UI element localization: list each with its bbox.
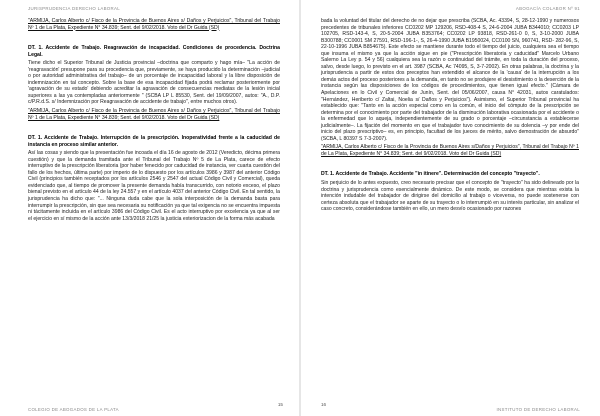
- left-running-head: JURISPRUDENCIA DERECHO LABORAL: [28, 6, 120, 11]
- body-paragraph: Así las cosas y siendo que la presentación fue incoada el día 16 de agosto de 2012 (Veredicto, décima primera cuestión) y que la demanda tramitada ante el Tribunal del Trabajo Nº 5 de La Plata, carece de efecto interruptivo de la prescripción liberatoria (por haber fenecido por caducidad de instancia, ver cuarta cuestión del fallo de los hechos, última parte) por imperio de lo dispuesto por los artículos 3986 y 3987 del anterior Código Civil (principios también receptados por los artículos 2546 y 2547 del actual Código Civil y Comercial), queda evidenciado que, al tiempo de promover la presente demanda había transcurrido, con notorio exceso, el plazo bienal previsto en el artículo 44 de la ley 24.557 y en el artículo 4037 del anterior Código Civil. En tal sentido, la jurisprudencia ha dicho que: "... Ninguna duda cabe que la sola interposición de la demanda basta para interrumpir la prescripción, sin que sea necesaria su notificación ya que tal exigencia no se encuentra impuesta ni tácitamente incluida en el artículo 3986 del Código Civil. Es el acto interruptivo por excelencia ya que al ser el ejercicio en sí mismo de la acción ante 13/3/2018 21/25 la justicia exteriorizacion de la forma más acabada: [28, 150, 281, 222]
- left-page-number: 15: [277, 402, 283, 407]
- right-running-foot: INSTITUTO DE DERECHO LABORAL: [496, 407, 580, 412]
- left-page: [0, 0, 299, 416]
- case-citation-link[interactable]: "ARMIJA, Carlos Alberto c/ Fisco de la Provincia de Buenos Aires s/ Daños y Perjuicios", Tribunal del Trabajo Nº 1 de La Plata, Expediente N° 34.839; Sent. del 9/02/2018. Voto del Dr Guida (SD): [28, 108, 280, 121]
- paragraph-spacer: [28, 33, 280, 43]
- paragraph-spacer: [28, 123, 280, 133]
- section-heading: DT. 1. Accidente de Trabajo. Accidente "in itinere". Determinación del concepto "trayecto".: [321, 171, 540, 178]
- left-text-column: [28, 18, 280, 224]
- right-running-head: ABOGACÍA COLABOR Nº 91: [515, 6, 580, 11]
- right-page-number: 16: [321, 402, 327, 407]
- left-running-foot: COLEGIO DE ABOGADOS DE LA PLATA: [28, 407, 119, 412]
- case-citation-link[interactable]: "ARMIJA, Carlos Alberto c/ Fisco de la Provincia de Buenos Aires s/Daños y Perjuicios", Tribunal del Trabajo Nº 1 de La Plata, Expediente N° 34.839; Sent. del 9/02/2018. Voto del Dr Guida (SD): [321, 144, 579, 157]
- case-citation-link[interactable]: "ARMIJA, Carlos Alberto c/ Fisco de la Provincia de Buenos Aires s/ Daños y Perjuicios", Tribunal del Trabajo Nº 1 de La Plata, Expediente N° 34.839; Sent. del 9/02/2018. Voto del Dr Guida (SD): [28, 18, 280, 31]
- section-heading: DT. 1. Accidente de Trabajo. Interrupción de la prescripción. Inoperatividad frente a la caducidad de instancia en proceso similar anterior.: [28, 135, 280, 148]
- body-paragraph: Tiene dicho el Superior Tribunal de Justicia provincial –doctrina que comparto y hago mía– "La acción de 'reagravación' presupone para su procedencia que, previamente, se haya producido la determinación –judicial o por autoridad administrativa del trabajo– de un porcentaje de incapacidad laboral y la libre disposición de indemnización en tal concepto. Sobre la base de esa incapacidad fijada podrá reclamar posteriormente por 'agravación de su estado' debiendo acreditar la agravación de consecuencias mediatas de la lesión inicial superiores a las ya contempladas anteriormente " (SCBA LP L 85530, Sent. del 19/09/2007, autos: "A., D.P. c/P.R.d.S. s/ Indemnización por Reagravación de accidente de trabajo", entre muchos otros).: [28, 60, 280, 106]
- right-page: [301, 0, 600, 416]
- section-heading: DT. 1. Accidente de Trabajo. Reagravación de incapacidad. Condiciones de procedencia. Doctrina Legal.: [28, 45, 280, 58]
- body-paragraph: Sin perjuicio de lo antes expuesto, creo necesario precisar que el concepto de "trayecto" ha sido delineado por la doctrina y jurisprudencia como esencialmente dinámico. De este modo, se considera que mientras exista la intención indudable del trabajador de dirigirse del domicilio al trabajo o viceversa, no puede sostenerse con certeza absoluta que el trabajador se aparte de su trayecto o lo interrumpió en su interés particular, sin analizar el caso concreto, considerándose también en ello, un mero desvío ocasionado por razones: [321, 180, 579, 213]
- right-text-column: [321, 18, 579, 215]
- body-paragraph: bada la voluntad del titular del derecho de no dejar que prescriba (SCBA, Ac. 43394, S, 28-12-1990 y numerosos precedentes de tribunales inferiores CC0202 MP 129206, RSD-408-4 S, 24-6-2004 JUBA B344010; CC0203 LP 102705, RSD-143-4, S, 20-5-2004 JUBA B353764; CC0202 LP 93818, RSD-261-0 0, S, 3-10-2000 JUBA B300788; CC0001 SM 27591, RSD-196-1-, S, 26-4-1990 JUBA B1950024, CC0100 SN, 960741, RSD- 282-96, S, 22-10-1996 JUBA B854675). Este efecto se mantiene durante todo el tiempo del juicio, cualquiera sea el tiempo que insuma el mismo ya que la acción sigue en pie ("Prescripción liberatoria y caducidad" Marcelo Urbano Salerno La Ley p. 54 y 56) cualquiera sea la razón o continuidad del trámite, en toda la duración del proceso, salvo, desde luego, lo previsto en el art. 3987 (SCBA, Ac 74095, S, 3-7-2002). En otras palabras, la doctrina y la jurisprudencia a partir de estos dos preceptos han extendido el alcance de la 'causa' de la interrupción a los demás actos del proceso posteriores a la demanda, en tanto no se produjere el desistimiento o la deserción de la instancia según las disposiciones de los códigos de procedimientos, que tienen igual efecto." (Cámara de Apelaciones en lo Civil y Comercial de Junín, Sent. del 05/06/2007, causa N° 42031, autos caratulados: "Hernández, Heriberto c/ Zaltai, Noelia s/ Daños y Perjuicios"). Asimismo, el Superior Tribunal provincial ha establecido que: "Tanto en la acción especial como en la común, el inicio del cómputo de la prescripción se determina por el conocimiento por parte del trabajador de la disminución laborativa ocasionada por el accidente o la enfermedad que lo aqueja, independientemente de su grado o porcentaje –circunstancia a establecerse judicialmente–. La fijación del momento en que el trabajador tuvo conocimiento de su dolencia –y por ende del inicio del plazo prescriptivo– es, en principio, facultad de los jueces de mérito, salvo demostración de absurdo" (SCBA, L 80397 S 7-3-2007).: [321, 18, 579, 142]
- paragraph-spacer: [321, 159, 579, 169]
